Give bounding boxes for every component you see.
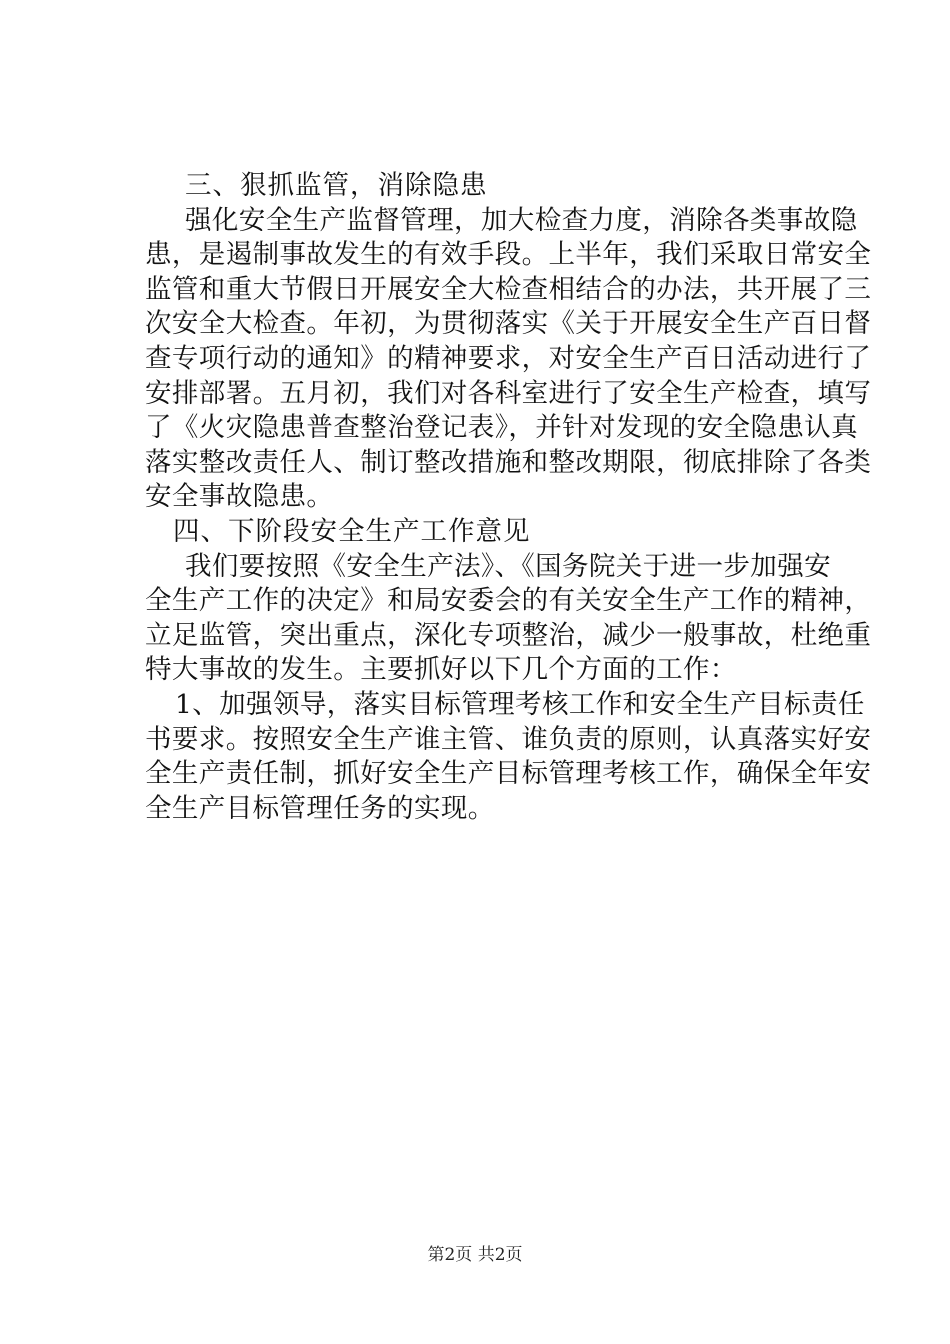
document-body bbox=[145, 169, 872, 826]
paragraph-line: 了《火灾隐患普查整治登记表》，并针对发现的安全隐患认真 bbox=[145, 412, 859, 444]
section-heading: 三、狠抓监管，消除隐患 bbox=[185, 170, 488, 201]
paragraph-line: 立足监管，突出重点，深化专项整治，减少一般事故，杜绝重 bbox=[145, 619, 872, 651]
paragraph-line: 安全事故隐患。 bbox=[145, 481, 334, 513]
list-item-line: 1、加强领导，落实目标管理考核工作和安全生产目标责任 bbox=[175, 688, 865, 720]
paragraph-line: 特大事故的发生。主要抓好以下几个方面的工作： bbox=[145, 654, 737, 686]
paragraph-line: 全生产责任制，抓好安全生产目标管理考核工作，确保全年安 bbox=[145, 758, 872, 790]
paragraph-line: 强化安全生产监督管理，加大检查力度，消除各类事故隐 bbox=[185, 204, 858, 236]
paragraph-line: 患，是遏制事故发生的有效手段。上半年，我们采取日常安全 bbox=[145, 239, 872, 271]
paragraph-line: 书要求。按照安全生产谁主管、谁负责的原则，认真落实好安 bbox=[145, 723, 872, 755]
paragraph-line: 次安全大检查。年初，为贯彻落实《关于开展安全生产百日督 bbox=[145, 308, 872, 340]
paragraph-line: 安排部署。五月初，我们对各科室进行了安全生产检查，填写 bbox=[145, 377, 872, 409]
paragraph-line: 监管和重大节假日开展安全大检查相结合的办法，共开展了三 bbox=[145, 273, 872, 305]
paragraph-line: 全生产目标管理任务的实现。 bbox=[145, 792, 495, 824]
page-number-footer: 第2页 共2页 bbox=[427, 1245, 523, 1265]
paragraph-line: 我们要按照《安全生产法》、《国务院关于进一步加强安 bbox=[185, 550, 831, 582]
paragraph-line: 落实整改责任人、制订整改措施和整改期限，彻底排除了各类 bbox=[145, 446, 872, 478]
paragraph-line: 全生产工作的决定》和局安委会的有关安全生产工作的精神， bbox=[145, 585, 872, 617]
paragraph-line: 查专项行动的通知》的精神要求，对安全生产百日活动进行了 bbox=[145, 342, 872, 374]
section-heading: 四、下阶段安全生产工作意见 bbox=[173, 515, 531, 547]
